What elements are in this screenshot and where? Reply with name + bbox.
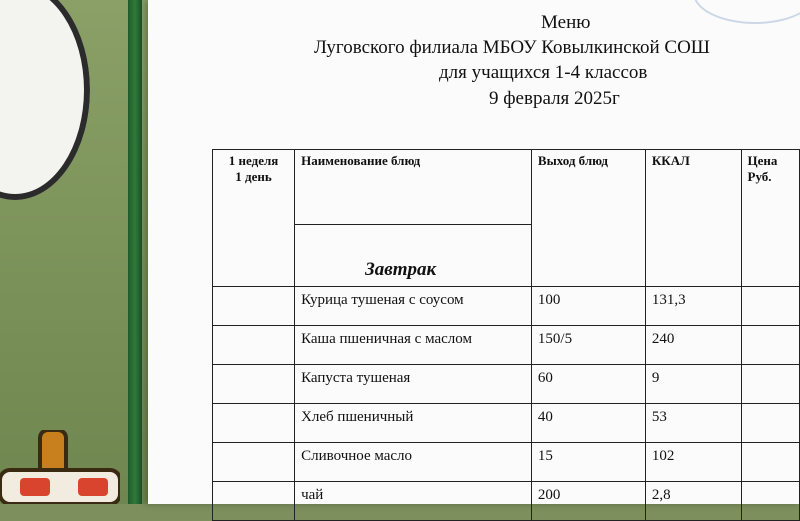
dish-kcal: 131,3: [645, 287, 741, 326]
dish-kcal: 53: [645, 404, 741, 443]
menu-table: [212, 149, 800, 521]
table-row: [213, 365, 800, 404]
price-header: [741, 150, 800, 287]
week-day-header: [213, 150, 295, 287]
row-cell-empty: [213, 443, 295, 482]
dish-output: 40: [531, 404, 645, 443]
dish-name: Капуста тушеная: [295, 365, 532, 404]
menu-sheet: [148, 0, 800, 504]
table-row: [213, 404, 800, 443]
dish-price: [741, 287, 800, 326]
dish-output: 200: [531, 482, 645, 521]
output-header: Выход блюд: [531, 150, 645, 287]
dish-kcal: 240: [645, 326, 741, 365]
dish-kcal: 102: [645, 443, 741, 482]
table-row: [213, 443, 800, 482]
dish-price: [741, 404, 800, 443]
green-frame-strip: [128, 0, 142, 504]
menu-date: 9 февраля 2025г: [489, 88, 620, 109]
dish-name: чай: [295, 482, 532, 521]
price-unit: Руб.: [747, 169, 772, 184]
kcal-header: ККАЛ: [645, 150, 741, 287]
stamp-mark: [693, 0, 800, 24]
row-cell-empty: [213, 326, 295, 365]
dish-name: Сливочное масло: [295, 443, 532, 482]
dish-header: Наименование блюд: [295, 150, 532, 225]
dish-name: Каша пшеничная с маслом: [295, 326, 532, 365]
school-name: Луговского филиала МБОУ Ковылкинской СОШ: [314, 37, 710, 58]
dish-price: [741, 365, 800, 404]
dish-output: 100: [531, 287, 645, 326]
table-row: [213, 326, 800, 365]
dish-price: [741, 443, 800, 482]
table-row: [213, 287, 800, 326]
section-title-breakfast: Завтрак: [295, 225, 532, 287]
row-cell-empty: [213, 287, 295, 326]
dish-output: 15: [531, 443, 645, 482]
dish-kcal: 2,8: [645, 482, 741, 521]
grades-line: для учащихся 1-4 классов: [439, 62, 648, 83]
table-header-row: [213, 150, 800, 225]
dish-kcal: 9: [645, 365, 741, 404]
table-row: [213, 482, 800, 521]
cartoon-character-icon: [0, 430, 120, 504]
price-label: Цена: [747, 153, 778, 168]
dish-output: 60: [531, 365, 645, 404]
dish-name: Курица тушеная с соусом: [295, 287, 532, 326]
day-label: 1 день: [235, 169, 272, 184]
row-cell-empty: [213, 482, 295, 521]
row-cell-empty: [213, 404, 295, 443]
dish-name: Хлеб пшеничный: [295, 404, 532, 443]
row-cell-empty: [213, 365, 295, 404]
menu-title: Меню: [541, 12, 591, 33]
week-label: 1 неделя: [228, 153, 279, 168]
dish-output: 150/5: [531, 326, 645, 365]
dish-price: [741, 482, 800, 521]
dish-price: [741, 326, 800, 365]
